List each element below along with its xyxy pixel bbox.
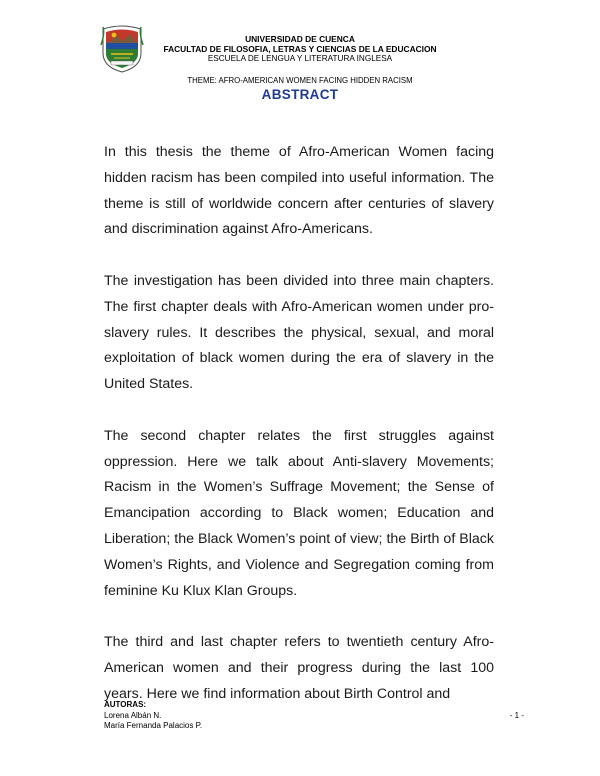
footer-author-2: María Fernanda Palacios P. [104, 721, 203, 730]
paragraph: In this thesis the theme of Afro-American Women facing hidden racism has been compiled into useful information. The theme is still of worldwide concern after centuries of slavery and discrimination against Afro-Americans. [104, 144, 494, 238]
university-crest-icon [99, 23, 145, 73]
footer-authors-label: AUTORAS: [104, 700, 147, 709]
paragraph: The second chapter relates the first struggles against oppression. Here we talk about Anti-slavery Movements; Racism in the Women’s Suffrage Movement; the Sense of Emancipation according to Black women; Education and Liberation; the Black Women’s point of view; the Birth of Black Women’s Rights, and Violence and Segregation coming from feminine Ku Klux Klan Groups. [104, 427, 494, 599]
abstract-body [104, 140, 494, 708]
footer-author-1: Lorena Albán N. [104, 711, 162, 720]
header-theme: THEME: AFRO-AMERICAN WOMEN FACING HIDDEN RACISM [187, 76, 413, 85]
page-number: - 1 - [509, 711, 524, 720]
header-school: ESCUELA DE LENGUA Y LITERATURA INGLESA [207, 54, 393, 63]
header-university: UNIVERSIDAD DE CUENCA [245, 34, 355, 44]
paragraph: The investigation has been divided into three main chapters. The first chapter deals with Afro-American women under pro-slavery rules. It describes the physical, sexual, and moral exploitation of black women during the era of slavery in the United States. [104, 272, 494, 393]
paragraph: The third and last chapter refers to twentieth century Afro-American women and their progress during the last 100 years. Here we find information about Birth Control and [104, 634, 494, 702]
page-title: ABSTRACT [261, 87, 339, 102]
header-faculty: FACULTAD DE FILOSOFIA, LETRAS Y CIENCIAS DE LA EDUCACION [163, 44, 437, 54]
